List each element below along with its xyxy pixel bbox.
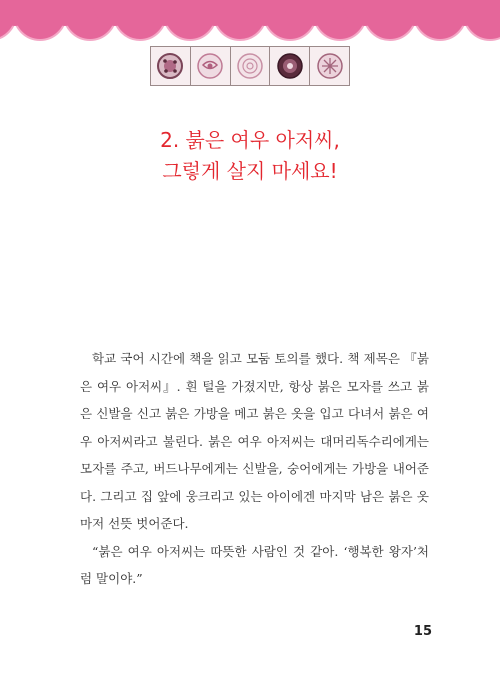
chapter-title-line-1: 2. 붉은 여우 아저씨, [160, 128, 340, 152]
cookie-icon [191, 47, 231, 85]
cookie-icon [231, 47, 271, 85]
page-number: 15 [413, 624, 432, 639]
chapter-title [0, 125, 500, 187]
body-text [80, 345, 429, 593]
paragraph-1: 학교 국어 시간에 책을 읽고 모둠 토의를 했다. 책 제목은 『붉은 여우 아저씨』. 흰 털을 가졌지만, 항상 붉은 모자를 쓰고 붉은 신발을 신고 붉은 가방을 메고 붉은 옷을 입고 다녀서 붉은 여우 아저씨라고 불린다. 붉은 여우 아저씨는 대머리독수리에게는 모자를 주고, 버드나무에게는 신발을, 숭어에게는 가방을 내어준다. 그리고 집 앞에 웅크리고 있는 아이에겐 마지막 남은 붉은 옷마저 선뜻 벗어준다. [80, 351, 429, 531]
cookie-tile-strip [150, 46, 350, 86]
cookie-icon [151, 47, 191, 85]
scallop-header-decoration [0, 0, 500, 44]
chapter-title-line-2: 그렇게 살지 마세요! [162, 159, 338, 183]
paragraph-2: “붉은 여우 아저씨는 따뜻한 사람인 것 같아. ‘행복한 왕자’처럼 말이야.” [80, 543, 429, 586]
cookie-icon [270, 47, 310, 85]
cookie-icon [310, 47, 349, 85]
